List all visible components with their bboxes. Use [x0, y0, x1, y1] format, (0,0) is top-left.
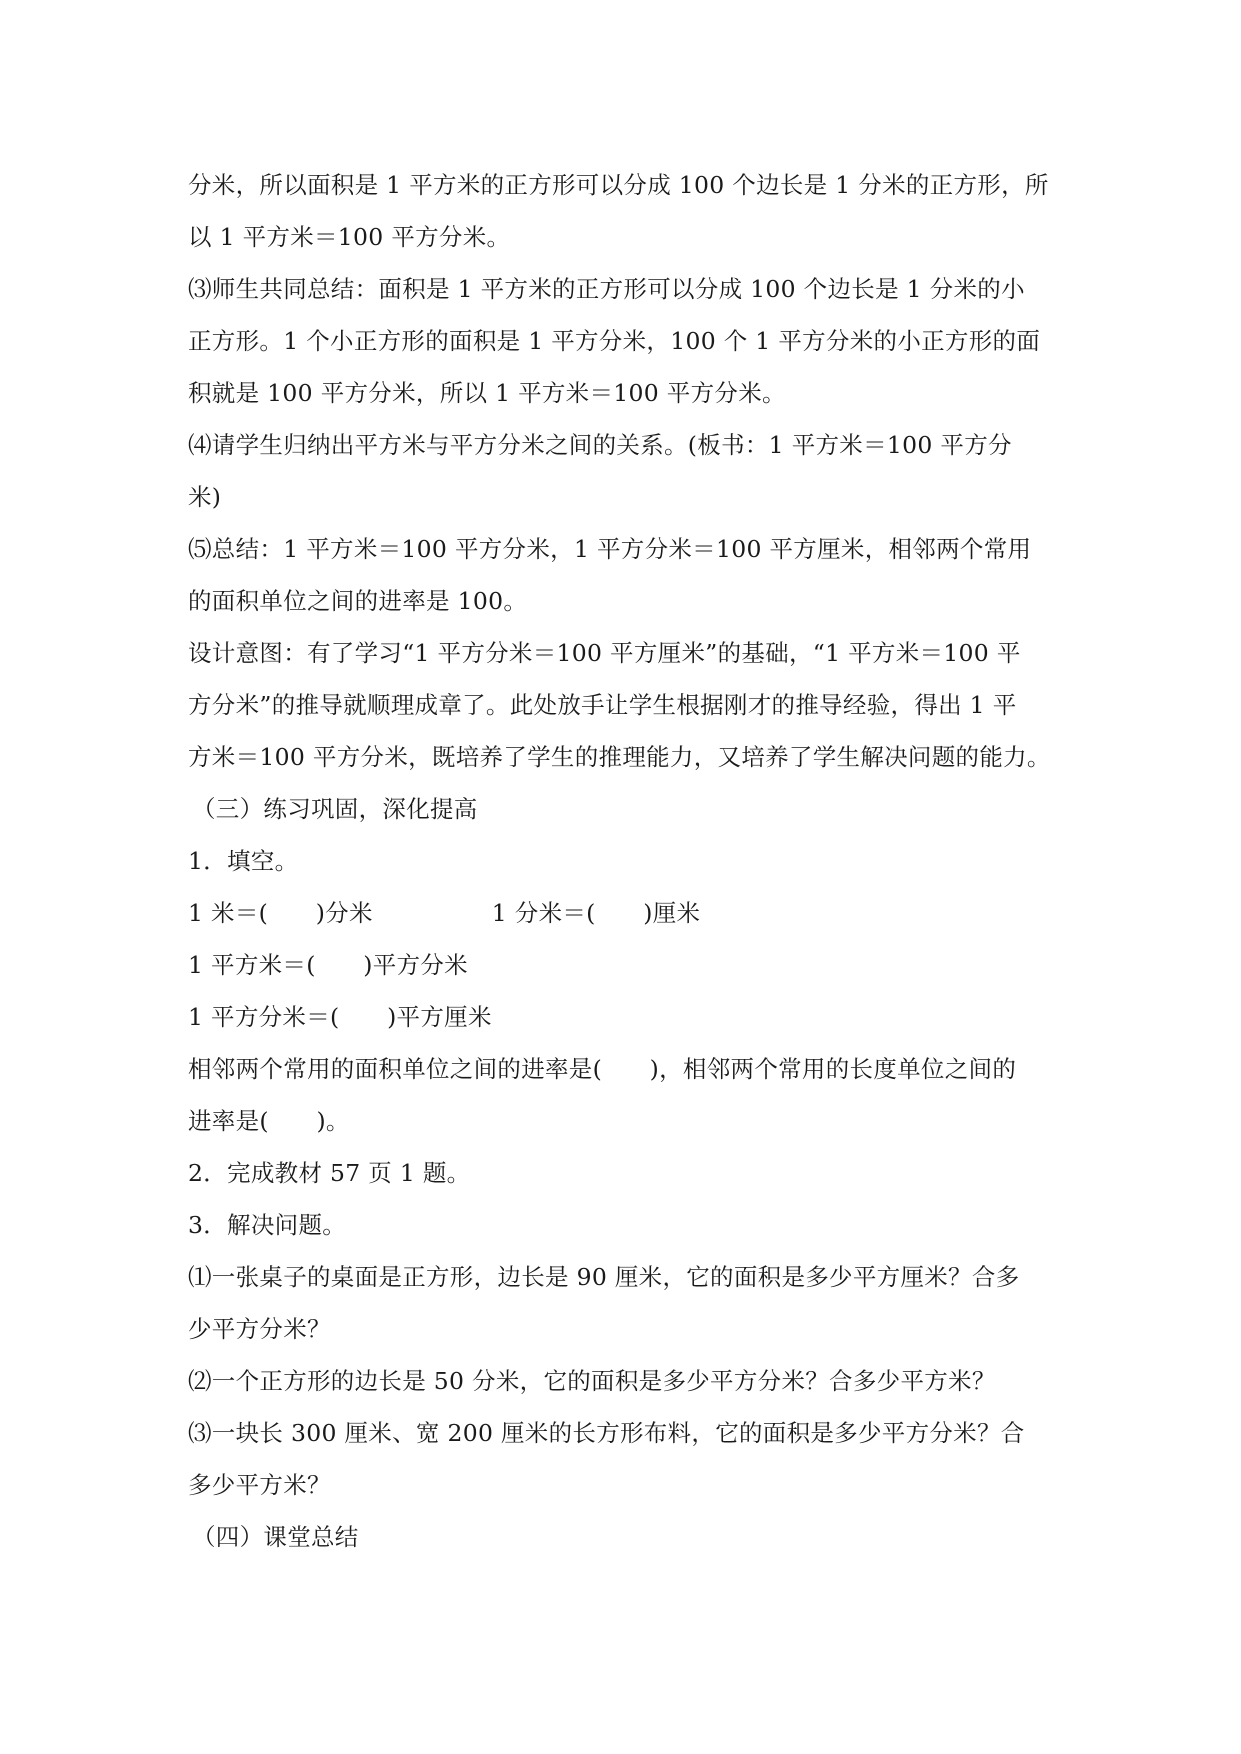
text-line: ⑶师生共同总结：面积是 1 平方米的正方形可以分成 100 个边长是 1 分米的小: [188, 275, 1025, 303]
text-line: ⑷请学生归纳出平方米与平方分米之间的关系。(板书：1 平方米＝100 平方分: [188, 431, 1012, 459]
exercise-heading: 3．解决问题。: [188, 1211, 347, 1239]
design-intent-line: 设计意图：有了学习“1 平方分米＝100 平方厘米”的基础，“1 平方米＝100 平: [188, 639, 1021, 667]
text-line: 以 1 平方米＝100 平方分米。: [188, 223, 511, 251]
exercise-heading: 1．填空。: [188, 847, 299, 875]
text-line: 正方形。1 个小正方形的面积是 1 平方分米，100 个 1 平方分米的小正方形的面: [188, 327, 1041, 355]
problem-line: 多少平方米？: [188, 1471, 331, 1499]
problem-line: ⑴一张桌子的桌面是正方形，边长是 90 厘米，它的面积是多少平方厘米？合多: [188, 1263, 1020, 1291]
text-line: 的面积单位之间的进率是 100。: [188, 587, 528, 615]
section-heading: （三）练习巩固，深化提高: [192, 795, 478, 823]
fill-blank-line: 相邻两个常用的面积单位之间的进率是( )，相邻两个常用的长度单位之间的: [188, 1055, 1017, 1083]
section-heading: （四）课堂总结: [192, 1523, 359, 1551]
text-line: ⑸总结：1 平方米＝100 平方分米，1 平方分米＝100 平方厘米，相邻两个常用: [188, 535, 1032, 563]
fill-blank-line: 1 平方米＝( )平方分米: [188, 951, 468, 979]
text-line: 米): [188, 483, 222, 511]
fill-blank-line: 1 米＝( )分米 1 分米＝( )厘米: [188, 899, 701, 927]
problem-line: ⑵一个正方形的边长是 50 分米，它的面积是多少平方分米？合多少平方米？: [188, 1367, 996, 1395]
fill-blank-line: 1 平方分米＝( )平方厘米: [188, 1003, 492, 1031]
text-line: 方分米”的推导就顺理成章了。此处放手让学生根据刚才的推导经验，得出 1 平: [188, 691, 1017, 719]
problem-line: ⑶一块长 300 厘米、宽 200 厘米的长方形布料，它的面积是多少平方分米？合: [188, 1419, 1025, 1447]
text-line: 分米，所以面积是 1 平方米的正方形可以分成 100 个边长是 1 分米的正方形，所: [188, 171, 1049, 199]
fill-blank-line: 进率是( )。: [188, 1107, 350, 1135]
text-line: 方米＝100 平方分米，既培养了学生的推理能力，又培养了学生解决问题的能力。: [188, 743, 1051, 771]
text-line: 积就是 100 平方分米，所以 1 平方米＝100 平方分米。: [188, 379, 786, 407]
problem-line: 少平方分米？: [188, 1315, 331, 1343]
exercise-heading: 2．完成教材 57 页 1 题。: [188, 1159, 471, 1187]
